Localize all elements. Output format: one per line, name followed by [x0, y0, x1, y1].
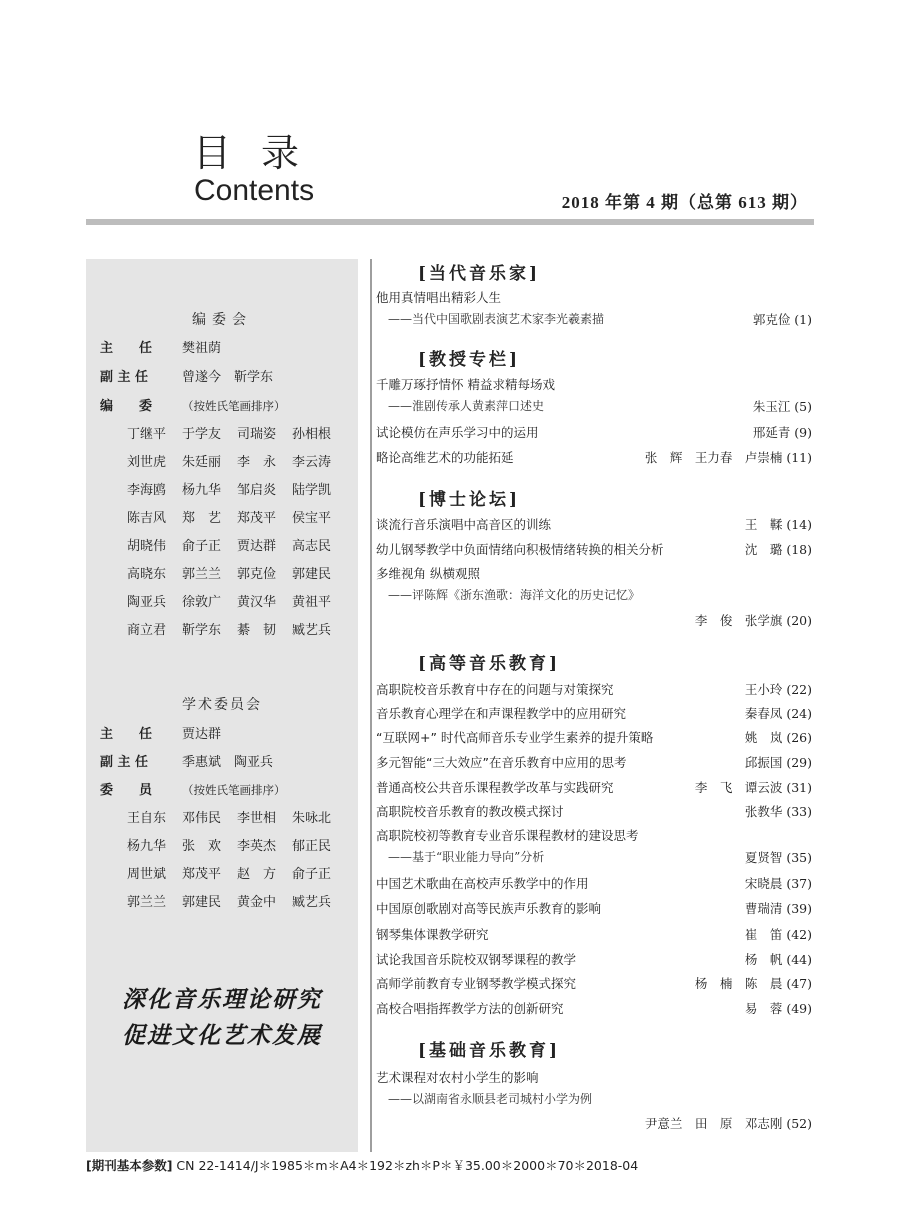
toc-entry-title[interactable]: 高校合唱指挥教学方法的创新研究 — [376, 1001, 564, 1016]
toc-entry-author-page: 李 飞 谭云波 (31) — [694, 780, 812, 795]
toc-entry-subtitle: ——评陈辉《浙东渔歌：海洋文化的历史记忆》 — [388, 588, 641, 602]
toc-entry-subtitle: ——以湖南省永顺县老司城村小学为例 — [388, 1092, 593, 1106]
editorial-names-row: 高晓东 郭兰兰 郭克俭 郭建民 — [127, 567, 332, 582]
academic-role-row: 委 员 （按姓氏笔画排序） — [100, 783, 286, 798]
editorial-names-row: 陈吉风 郑 艺 郑茂平 侯宝平 — [127, 511, 332, 526]
editorial-role-row: 编 委 （按姓氏笔画排序） — [100, 399, 286, 414]
toc-entry-author-page: 王小玲 (22) — [744, 682, 812, 697]
toc-entry-author-page: 邱振国 (29) — [744, 755, 812, 770]
section-heading: [博士论坛] — [418, 490, 521, 510]
toc-entry-author-page: 尹意兰 田 原 邓志刚 (52) — [644, 1116, 812, 1131]
toc-entry-author-page: 秦春凤 (24) — [744, 706, 812, 721]
toc-entry-author-page: 夏贤智 (35) — [744, 850, 812, 865]
editorial-names-row: 刘世虎 朱廷丽 李 永 李云涛 — [127, 455, 332, 470]
toc-entry-author-page: 沈 璐 (18) — [744, 542, 812, 557]
issue-number: 2018 年第 4 期（总第 613 期） — [561, 193, 808, 212]
academic-names-row: 王自东 邓伟民 李世相 朱咏北 — [127, 811, 332, 826]
academic-names-row: 郭兰兰 郭建民 黄金中 臧艺兵 — [127, 895, 332, 910]
section-heading: [基础音乐教育] — [418, 1041, 561, 1061]
editorial-board-heading: 编委会 — [192, 312, 252, 328]
editorial-names-row: 商立君 靳学东 綦 韧 臧艺兵 — [127, 623, 332, 638]
toc-entry-title[interactable]: 试论模仿在声乐学习中的运用 — [376, 425, 539, 440]
academic-names-row: 杨九华 张 欢 李英杰 郁正民 — [127, 839, 332, 854]
toc-entry-author-page: 杨 楠 陈 晨 (47) — [694, 976, 812, 991]
toc-entry-author-page: 姚 岚 (26) — [744, 730, 812, 745]
committee-panel — [86, 259, 358, 1152]
toc-entry-title[interactable]: 幼儿钢琴教学中负面情绪向积极情绪转换的相关分析 — [376, 542, 664, 557]
toc-entry-author-page: 张 辉 王力春 卢崇楠 (11) — [644, 450, 812, 465]
section-heading: [高等音乐教育] — [418, 654, 561, 674]
toc-entry-subtitle: ——基于“职业能力导向”分析 — [388, 850, 545, 864]
toc-entry-title[interactable]: 略论高维艺术的功能拓延 — [376, 450, 514, 465]
toc-entry-title[interactable]: 中国原创歌剧对高等民族声乐教育的影响 — [376, 901, 602, 916]
toc-entry-title[interactable]: 高职院校音乐教育中存在的问题与对策探究 — [376, 682, 614, 697]
toc-entry-title[interactable]: 音乐教育心理学在和声课程教学中的应用研究 — [376, 706, 627, 721]
slogan-line-1: 深化音乐理论研究 — [122, 986, 322, 1013]
toc-entry-title[interactable]: 多维视角 纵横观照 — [376, 566, 480, 581]
toc-entry-title[interactable]: 他用真情唱出精彩人生 — [376, 290, 502, 305]
toc-entry-title[interactable]: 千雕万琢抒情怀 精益求精每场戏 — [376, 377, 555, 392]
editorial-names-row: 陶亚兵 徐敦广 黄汉华 黄祖平 — [127, 595, 332, 610]
editorial-names-row: 胡晓伟 俞子正 贾达群 高志民 — [127, 539, 332, 554]
toc-entry-title[interactable]: 钢琴集体课教学研究 — [376, 927, 489, 942]
section-heading: [当代音乐家] — [418, 264, 541, 284]
editorial-names-row: 李海鸥 杨九华 邹启炎 陆学凯 — [127, 483, 332, 498]
toc-entry-author-page: 邢延青 (9) — [752, 425, 812, 440]
toc-entry-title[interactable]: 普通高校公共音乐课程教学改革与实践研究 — [376, 780, 614, 795]
column-divider — [370, 259, 372, 1152]
header-divider — [86, 219, 814, 225]
academic-role-row: 主 任 贾达群 — [100, 727, 222, 742]
editorial-role-row: 副 主 任 曾遂今 靳学东 — [100, 370, 274, 385]
toc-entry-author-page: 李 俊 张学旗 (20) — [694, 613, 812, 628]
toc-entry-author-page: 朱玉江 (5) — [752, 399, 812, 414]
toc-entry-title[interactable]: 中国艺术歌曲在高校声乐教学中的作用 — [376, 876, 589, 891]
toc-entry-title[interactable]: 高师学前教育专业钢琴教学模式探究 — [376, 976, 577, 991]
academic-names-row: 周世斌 郑茂平 赵 方 俞子正 — [127, 867, 332, 882]
toc-entry-title[interactable]: “互联网+” 时代高师音乐专业学生素养的提升策略 — [376, 730, 654, 745]
section-heading: [教授专栏] — [418, 350, 521, 370]
toc-entry-author-page: 杨 帆 (44) — [744, 952, 812, 967]
toc-entry-subtitle: ——当代中国歌剧表演艺术家李光羲素描 — [388, 312, 605, 326]
page-title-en: Contents — [194, 174, 315, 207]
academic-role-row: 副 主 任 季惠斌 陶亚兵 — [100, 755, 274, 770]
toc-entry-title[interactable]: 高职院校初等教育专业音乐课程教材的建设思考 — [376, 828, 639, 843]
toc-entry-author-page: 崔 笛 (42) — [744, 927, 812, 942]
toc-entry-title[interactable]: 多元智能“三大效应”在音乐教育中应用的思考 — [376, 755, 627, 770]
toc-entry-author-page: 王 鞣 (14) — [744, 517, 812, 532]
toc-entry-author-page: 易 蓉 (49) — [744, 1001, 812, 1016]
academic-committee-heading: 学术委员会 — [182, 697, 262, 713]
toc-entry-author-page: 张教华 (33) — [744, 804, 812, 819]
toc-entry-title[interactable]: 试论我国音乐院校双钢琴课程的教学 — [376, 952, 577, 967]
editorial-names-row: 丁继平 于学友 司瑞姿 孙相根 — [127, 427, 332, 442]
toc-entry-author-page: 曹瑞清 (39) — [744, 901, 812, 916]
toc-entry-author-page: 宋晓晨 (37) — [744, 876, 812, 891]
toc-entry-author-page: 郭克俭 (1) — [752, 312, 812, 327]
toc-entry-subtitle: ——淮剧传承人黄素萍口述史 — [388, 399, 545, 413]
journal-parameters: [期刊基本参数] CN 22-1414/J＊1985＊m＊A4＊192＊zh＊P＊￥35.00＊2000＊70＊2018-04 — [86, 1158, 639, 1173]
slogan-line-2: 促进文化艺术发展 — [122, 1022, 322, 1049]
toc-entry-title[interactable]: 谈流行音乐演唱中高音区的训练 — [376, 517, 552, 532]
toc-entry-title[interactable]: 艺术课程对农村小学生的影响 — [376, 1070, 539, 1085]
editorial-role-row: 主 任 樊祖荫 — [100, 341, 222, 356]
page-title-cn: 目录 — [193, 131, 330, 175]
toc-entry-title[interactable]: 高职院校音乐教育的教改模式探讨 — [376, 804, 564, 819]
